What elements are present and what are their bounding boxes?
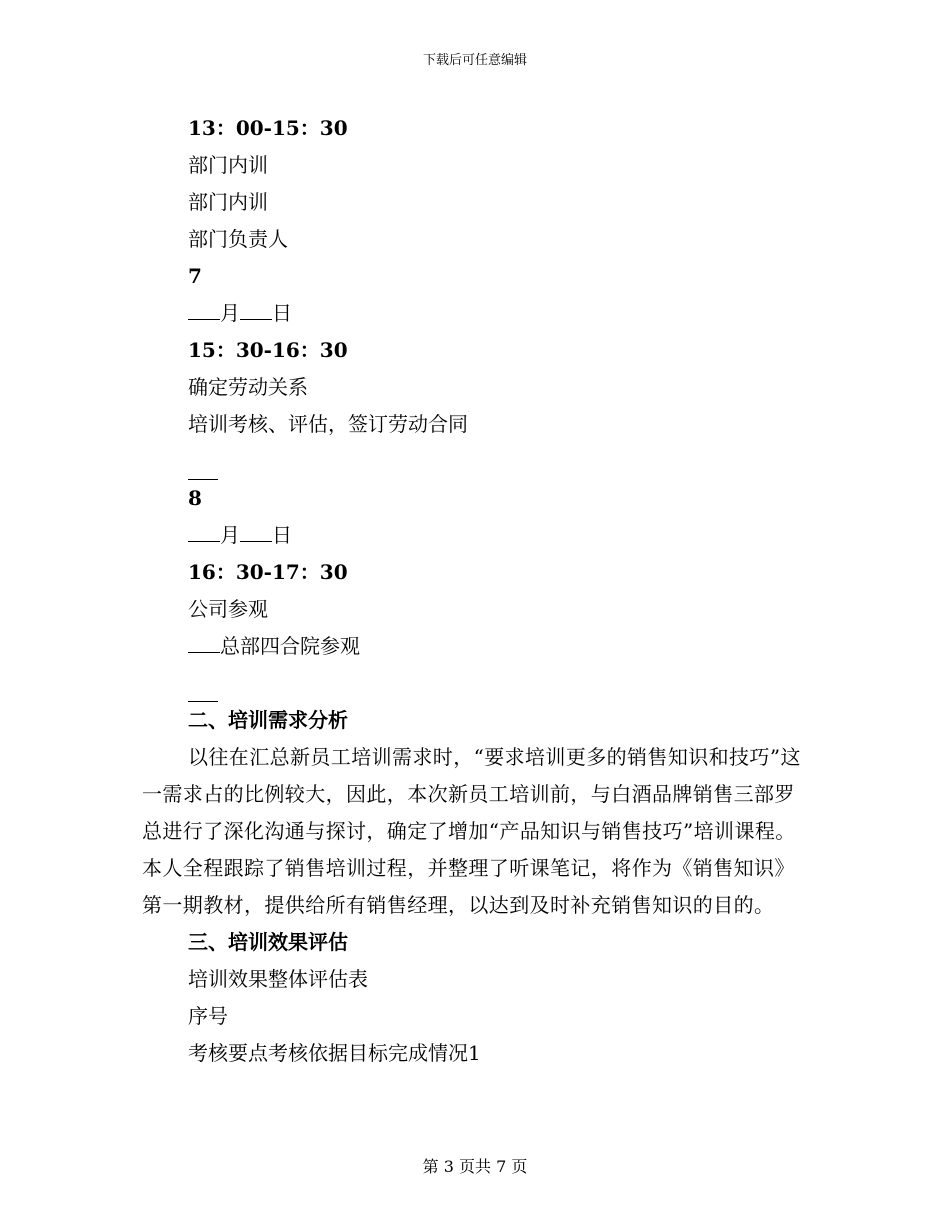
page-footer: 第 3 页共 7 页 [422, 1157, 528, 1176]
blank-month [188, 318, 220, 320]
time-slot: 15：30-16：30 [188, 338, 348, 362]
date-line [188, 295, 808, 332]
page-header: 下载后可任意编辑 [422, 53, 527, 68]
table-header: 序号 [188, 1004, 228, 1028]
day-label: 日 [272, 523, 292, 547]
time-slot: 13：00-15：30 [188, 116, 348, 140]
table-title: 培训效果整体评估表 [188, 967, 368, 991]
training-item: 公司参观 [188, 597, 268, 621]
row-number: 8 [188, 486, 202, 510]
training-item: 确定劳动关系 [188, 375, 308, 399]
document-body [142, 110, 808, 1072]
section-heading: 二、培训需求分析 [188, 708, 348, 732]
blank-prefix [188, 651, 220, 653]
day-label: 日 [272, 301, 292, 325]
responsible-person: 部门负责人 [188, 227, 288, 251]
blank-month [188, 540, 220, 542]
section-heading: 三、培训效果评估 [188, 930, 348, 954]
visit-label: 总部四合院参观 [220, 634, 360, 658]
blank-day [240, 318, 272, 320]
table-header: 考核要点考核依据目标完成情况1 [188, 1041, 481, 1065]
blank-rule-line [188, 665, 808, 702]
month-label: 月 [220, 523, 240, 547]
blank-day [240, 540, 272, 542]
time-slot: 16：30-17：30 [188, 560, 348, 584]
training-content: 部门内训 [188, 190, 268, 214]
training-content [188, 628, 808, 665]
section-paragraph: 以往在汇总新员工培训需求时，“要求培训更多的销售知识和技巧”这一需求占的比例较大，因此，本次新员工培训前，与白酒品牌销售三部罗总进行了深化沟通与探讨，确定了增加“产品知识与销售技巧”培训课程。本人全程跟踪了销售培训过程，并整理了听课笔记，将作为《销售知识》第一期教材，提供给所有销售经理，以达到及时补充销售知识的目的。 [142, 745, 801, 917]
training-content: 培训考核、评估，签订劳动合同 [188, 412, 468, 436]
row-number: 7 [188, 264, 202, 288]
date-line [188, 517, 808, 554]
training-item: 部门内训 [188, 153, 268, 177]
month-label: 月 [220, 301, 240, 325]
blank-rule-line [188, 443, 808, 480]
